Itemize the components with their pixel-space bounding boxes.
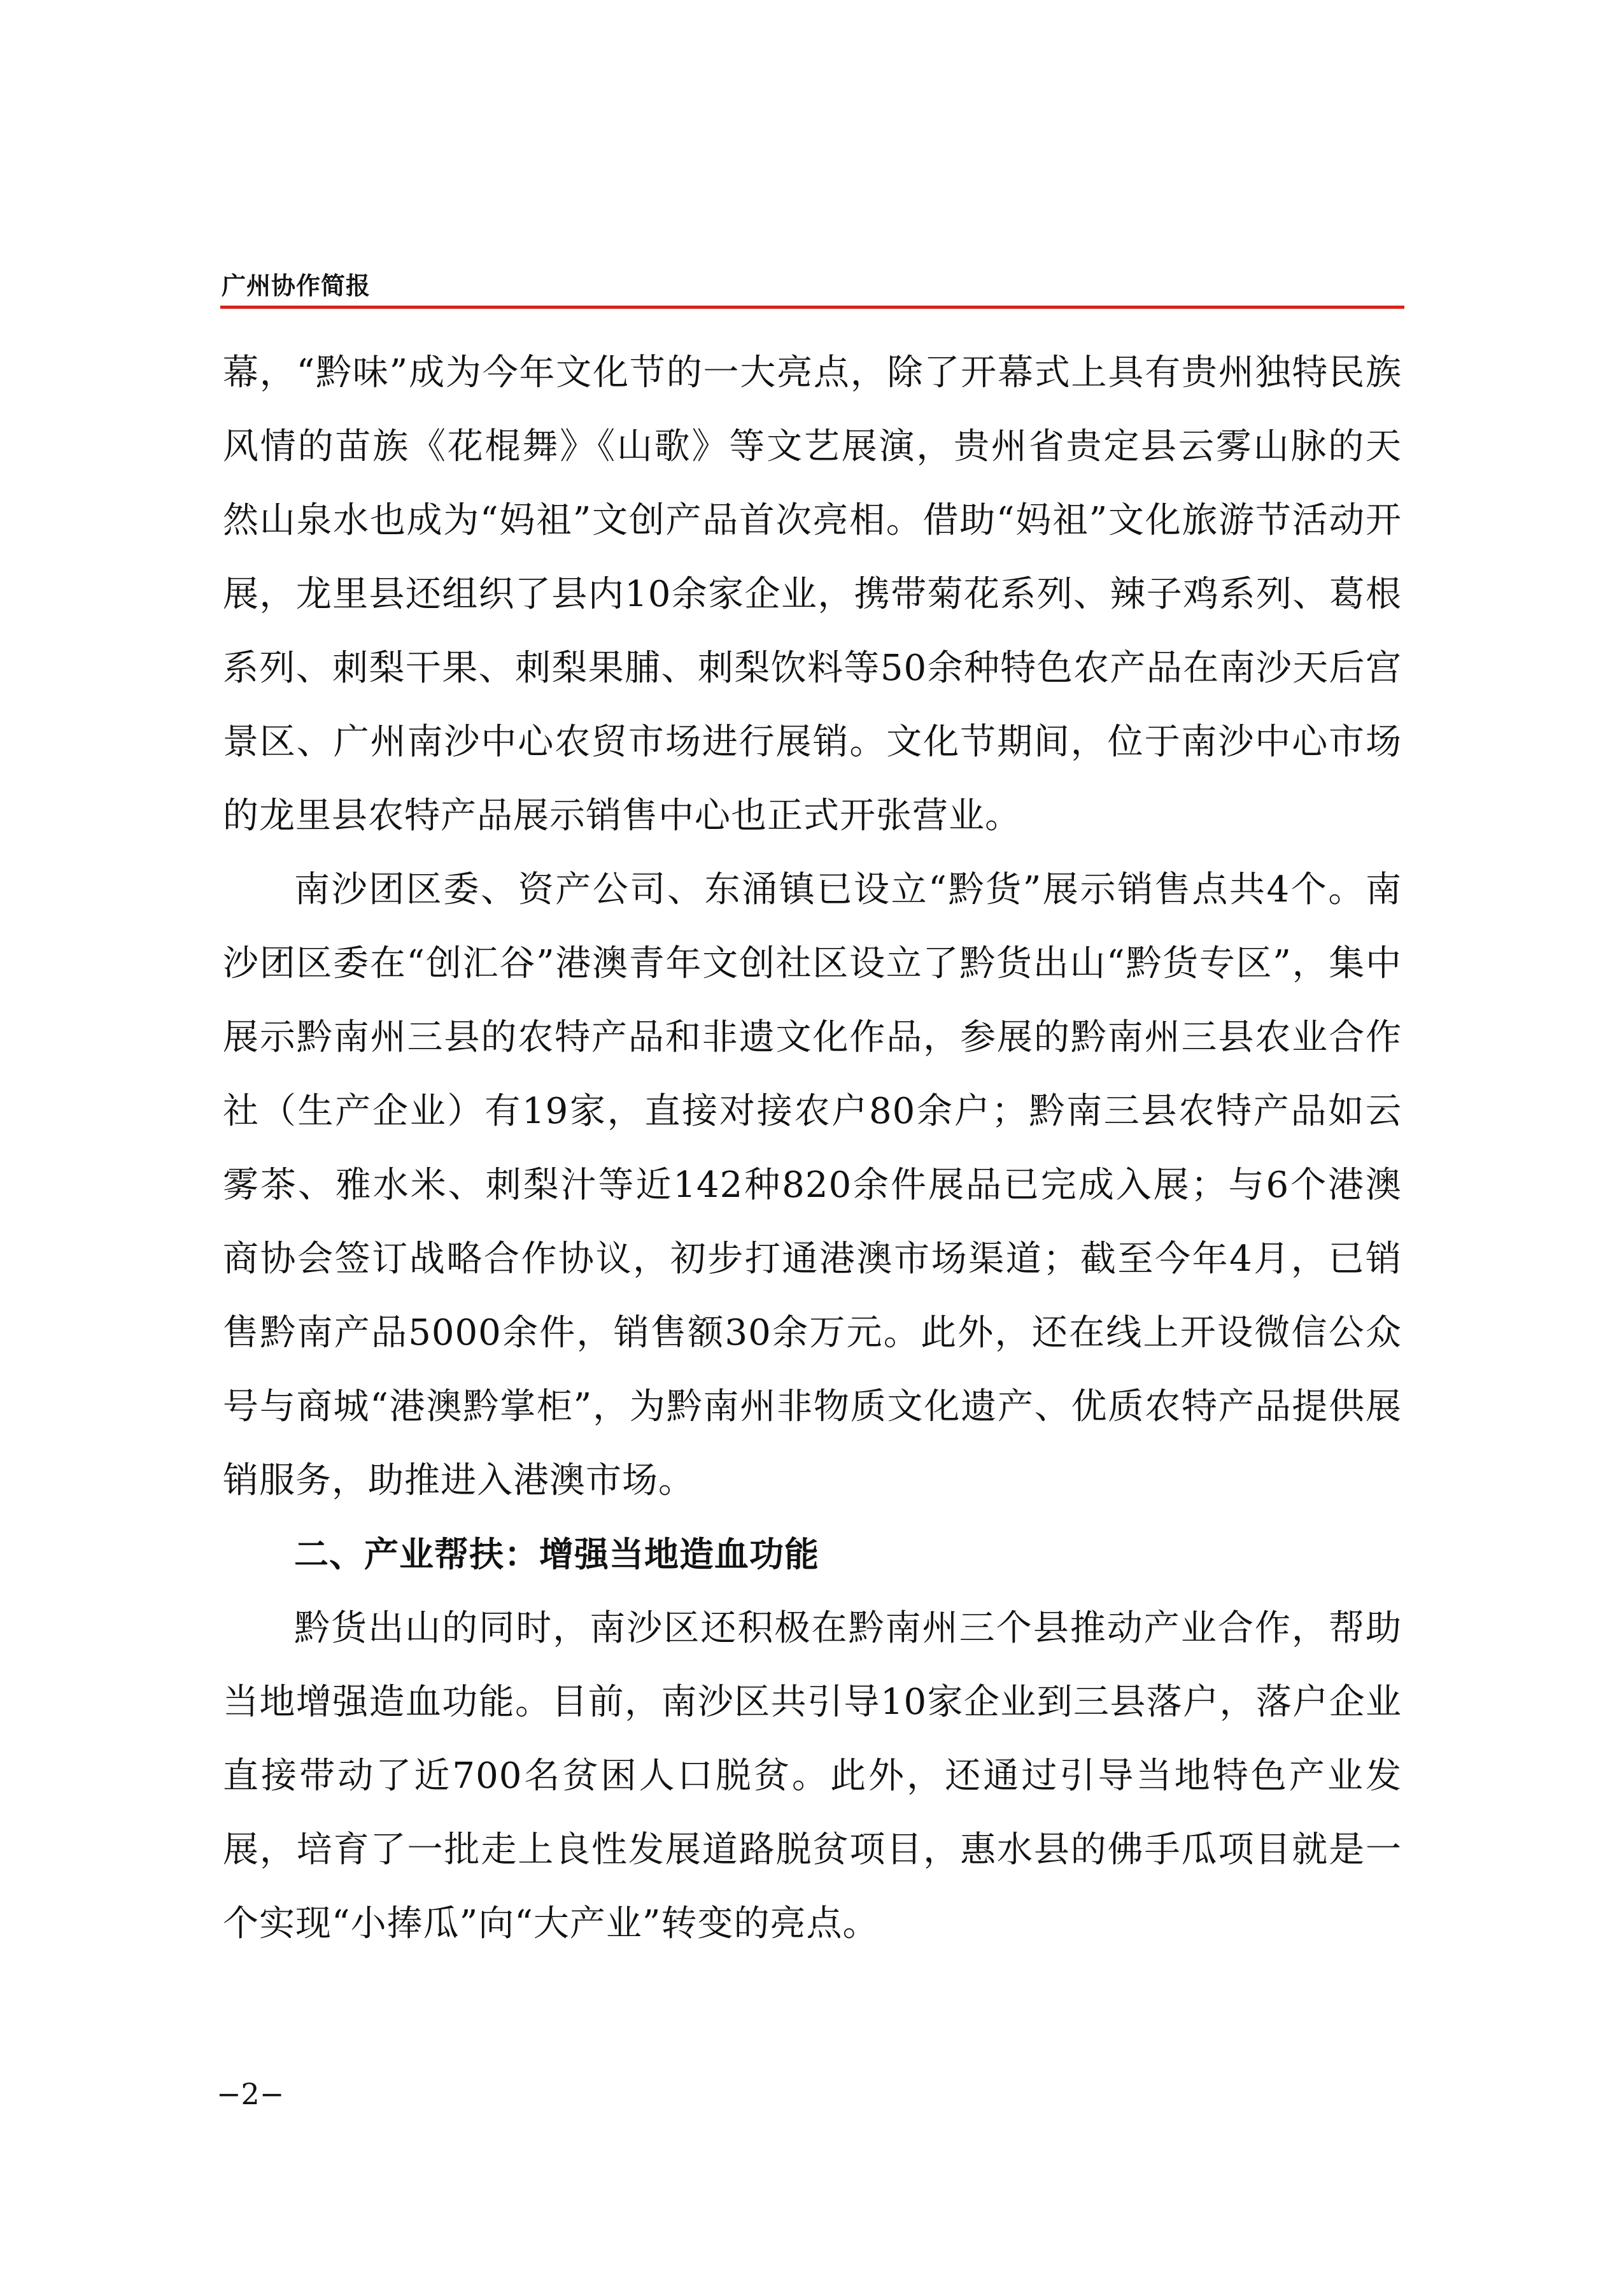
paragraph-continued: 幕，“黔味”成为今年文化节的一大亮点，除了开幕式上具有贵州独特民族风情的苗族《花棍舞》《山歌》等文艺展演，贵州省贵定县云雾山脉的天然山泉水也成为“妈祖”文创产品首次亮相。借助“妈祖”文化旅游节活动开展，龙里县还组织了县内10余家企业，携带菊花系列、辣子鸡系列、葛根系列、刺梨干果、刺梨果脯、刺梨饮料等50余种特色农产品在南沙天后宫景区、广州南沙中心农贸市场进行展销。文化节期间，位于南沙中心市场的龙里县农特产品展示销售中心也正式开张营业。 (223, 352, 1402, 837)
header-divider (220, 306, 1404, 309)
paragraph-industry-support: 黔货出山的同时，南沙区还积极在黔南州三个县推动产业合作，帮助当地增强造血功能。目前，南沙区共引导10家企业到三县落户，落户企业直接带动了近700名贫困人口脱贫。此外，还通过引导当地特色产业发展，培育了一批走上良性发展道路脱贫项目，惠水县的佛手瓜项目就是一个实现“小捧瓜”向“大产业”转变的亮点。 (223, 1608, 1402, 1944)
section-heading: 二、产业帮扶：增强当地造血功能 (294, 1534, 819, 1574)
page-number: −2− (216, 2077, 285, 2111)
body-content (223, 336, 1402, 1961)
header-title: 广州协作简报 (222, 272, 371, 300)
paragraph-sales-points: 南沙团区委、资产公司、东涌镇已设立“黔货”展示销售点共4个。南沙团区委在“创汇谷”港澳青年文创社区设立了黔货出山“黔货专区”，集中展示黔南州三县的农特产品和非遗文化作品，参展的黔南州三县农业合作社（生产企业）有19家，直接对接农户80余户；黔南三县农特产品如云雾茶、雅水米、刺梨汁等近142种820余件展品已完成入展；与6个港澳商协会签订战略合作协议，初步打通港澳市场渠道；截至今年4月，已销售黔南产品5000余件，销售额30余万元。此外，还在线上开设微信公众号与商城“港澳黔掌柜”，为黔南州非物质文化遗产、优质农特产品提供展销服务，助推进入港澳市场。 (223, 869, 1402, 1501)
